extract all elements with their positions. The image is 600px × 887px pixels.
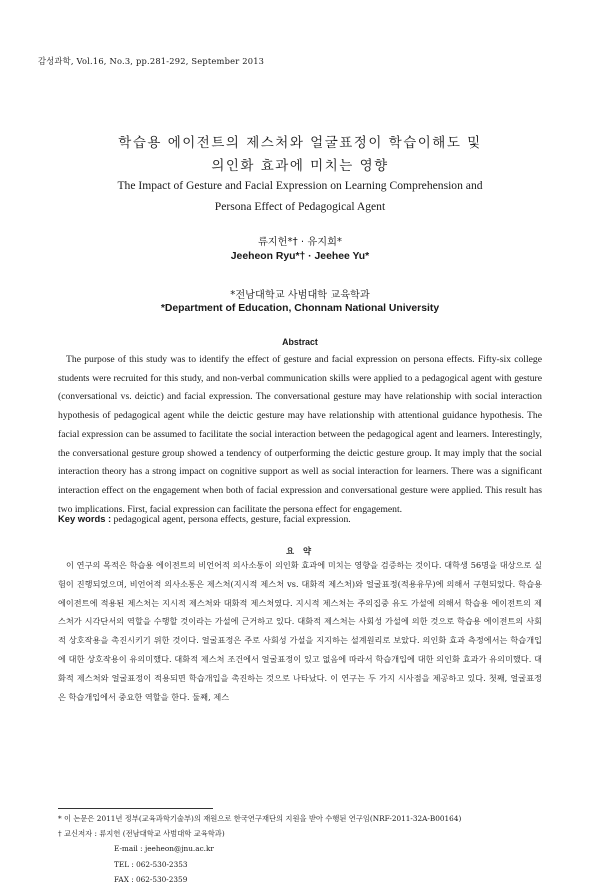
korean-title-line-1: 학습용 에이전트의 제스처와 얼굴표정이 학습이해도 및	[118, 135, 482, 151]
korean-title-line-2: 의인화 효과에 미치는 영향	[211, 158, 389, 174]
contact-fax: FAX : 062-530-2359	[114, 874, 188, 884]
journal-citation: 감성과학, Vol.16, No.3, pp.281-292, September 2013	[38, 56, 265, 66]
footnotes	[58, 811, 558, 887]
keywords-line	[58, 513, 542, 525]
funding-footnote: * 이 논문은 2011년 정부(교육과학기술부)의 재원으로 한국연구재단의 지원을 받아 수행된 연구임(NRF-2011-32A-B00164)	[58, 814, 462, 823]
affiliation-korean: *전남대학교 사범대학 교육학과	[230, 290, 370, 301]
keywords-label: Key words :	[58, 513, 112, 524]
abstract-body: The purpose of this study was to identify the effect of gesture and facial expression on persona effects. Fifty-six college students were recruited for this study, and non-verbal communication skills were applied to a pedagogical agent with gesture (conversational vs. deictic) and facial expression. The conversational gesture may have relationship with social interaction hypothesis of pedagogical agent while the deictic gesture may have relationship with attentional guidance hypothesis. The facial expression can be assumed to facilitate the social interaction between the pedagogical agent and learners. Interestingly, the conversational gesture group showed a tendency of outperforming the deictic gesture group. It may imply that the social interaction theory has a strong impact on cognitive support as well as social interaction for learners. There was a significant interaction effect on the engagement when both of facial expression and conversational gesture were applied. This result has two implications. First, facial expression can facilitate the persona effect for engagement.	[58, 354, 542, 515]
korean-abstract-body: 이 연구의 목적은 학습용 에이전트의 비언어적 의사소통이 의인화 효과에 미치는 영향을 검증하는 것이다. 대학생 56명을 대상으로 실험이 진행되었으며, 비언어적 의사소통은 제스처(지시적 제스처 vs. 대화적 제스처)와 얼굴표정(적용유무)에 의해서 구현되었다. 학습용 에이전트에 적용된 제스처는 지시적 제스처와 대화적 제스처였다. 지시적 제스처는 주의집중 유도 가설에 의해서 학습용 에이전트의 제스처가 시각단서의 역할을 수행할 것이라는 가설에 근거하고 있다. 대화적 제스처는 사회성 가설에 의한 것으로 학습용 에이전트의 사회적 상호작용을 촉진시키기 위한 것이다. 얼굴표정은 주로 사회성 가설을 지지하는 설계원리로 보았다. 의인화 효과 측정에서는 학습개입에 대한 상호작용이 유의미했다. 대화적 제스처 조건에서 얼굴표정이 있고 없음에 따라서 학습개입에 대한 의인화 효과가 유의미했다. 대화적 제스처와 얼굴표정이 적용되면 학습개입을 촉진하는 것으로 나타났다. 이 연구는 두 가지 시사점을 제공하고 있다. 첫째, 얼굴표정은 학습개입에서 중요한 역할을 한다. 둘째, 제스	[58, 560, 542, 702]
english-title-line-1: The Impact of Gesture and Facial Expression on Learning Comprehension and	[117, 179, 483, 192]
authors-english: Jeeheon Ryu*† · Jeehee Yu*	[230, 251, 370, 262]
authors-korean: 류지헌*† · 유지희*	[257, 237, 343, 248]
english-title-line-2: Persona Effect of Pedagogical Agent	[214, 200, 386, 213]
contact-email: E-mail : jeeheon@jnu.ac.kr	[114, 844, 214, 854]
contact-tel: TEL : 062-530-2353	[114, 859, 188, 869]
korean-abstract-heading: 요 약	[285, 546, 315, 556]
corresponding-author-footnote: † 교신저자 : 류지헌 (전남대학교 사범대학 교육학과)	[58, 829, 225, 839]
abstract-heading: Abstract	[282, 337, 318, 347]
footnote-divider	[58, 808, 213, 809]
keywords-text: pedagogical agent, persona effects, gesture, facial expression.	[113, 514, 351, 525]
affiliation-english: *Department of Education, Chonnam National University	[160, 303, 440, 314]
